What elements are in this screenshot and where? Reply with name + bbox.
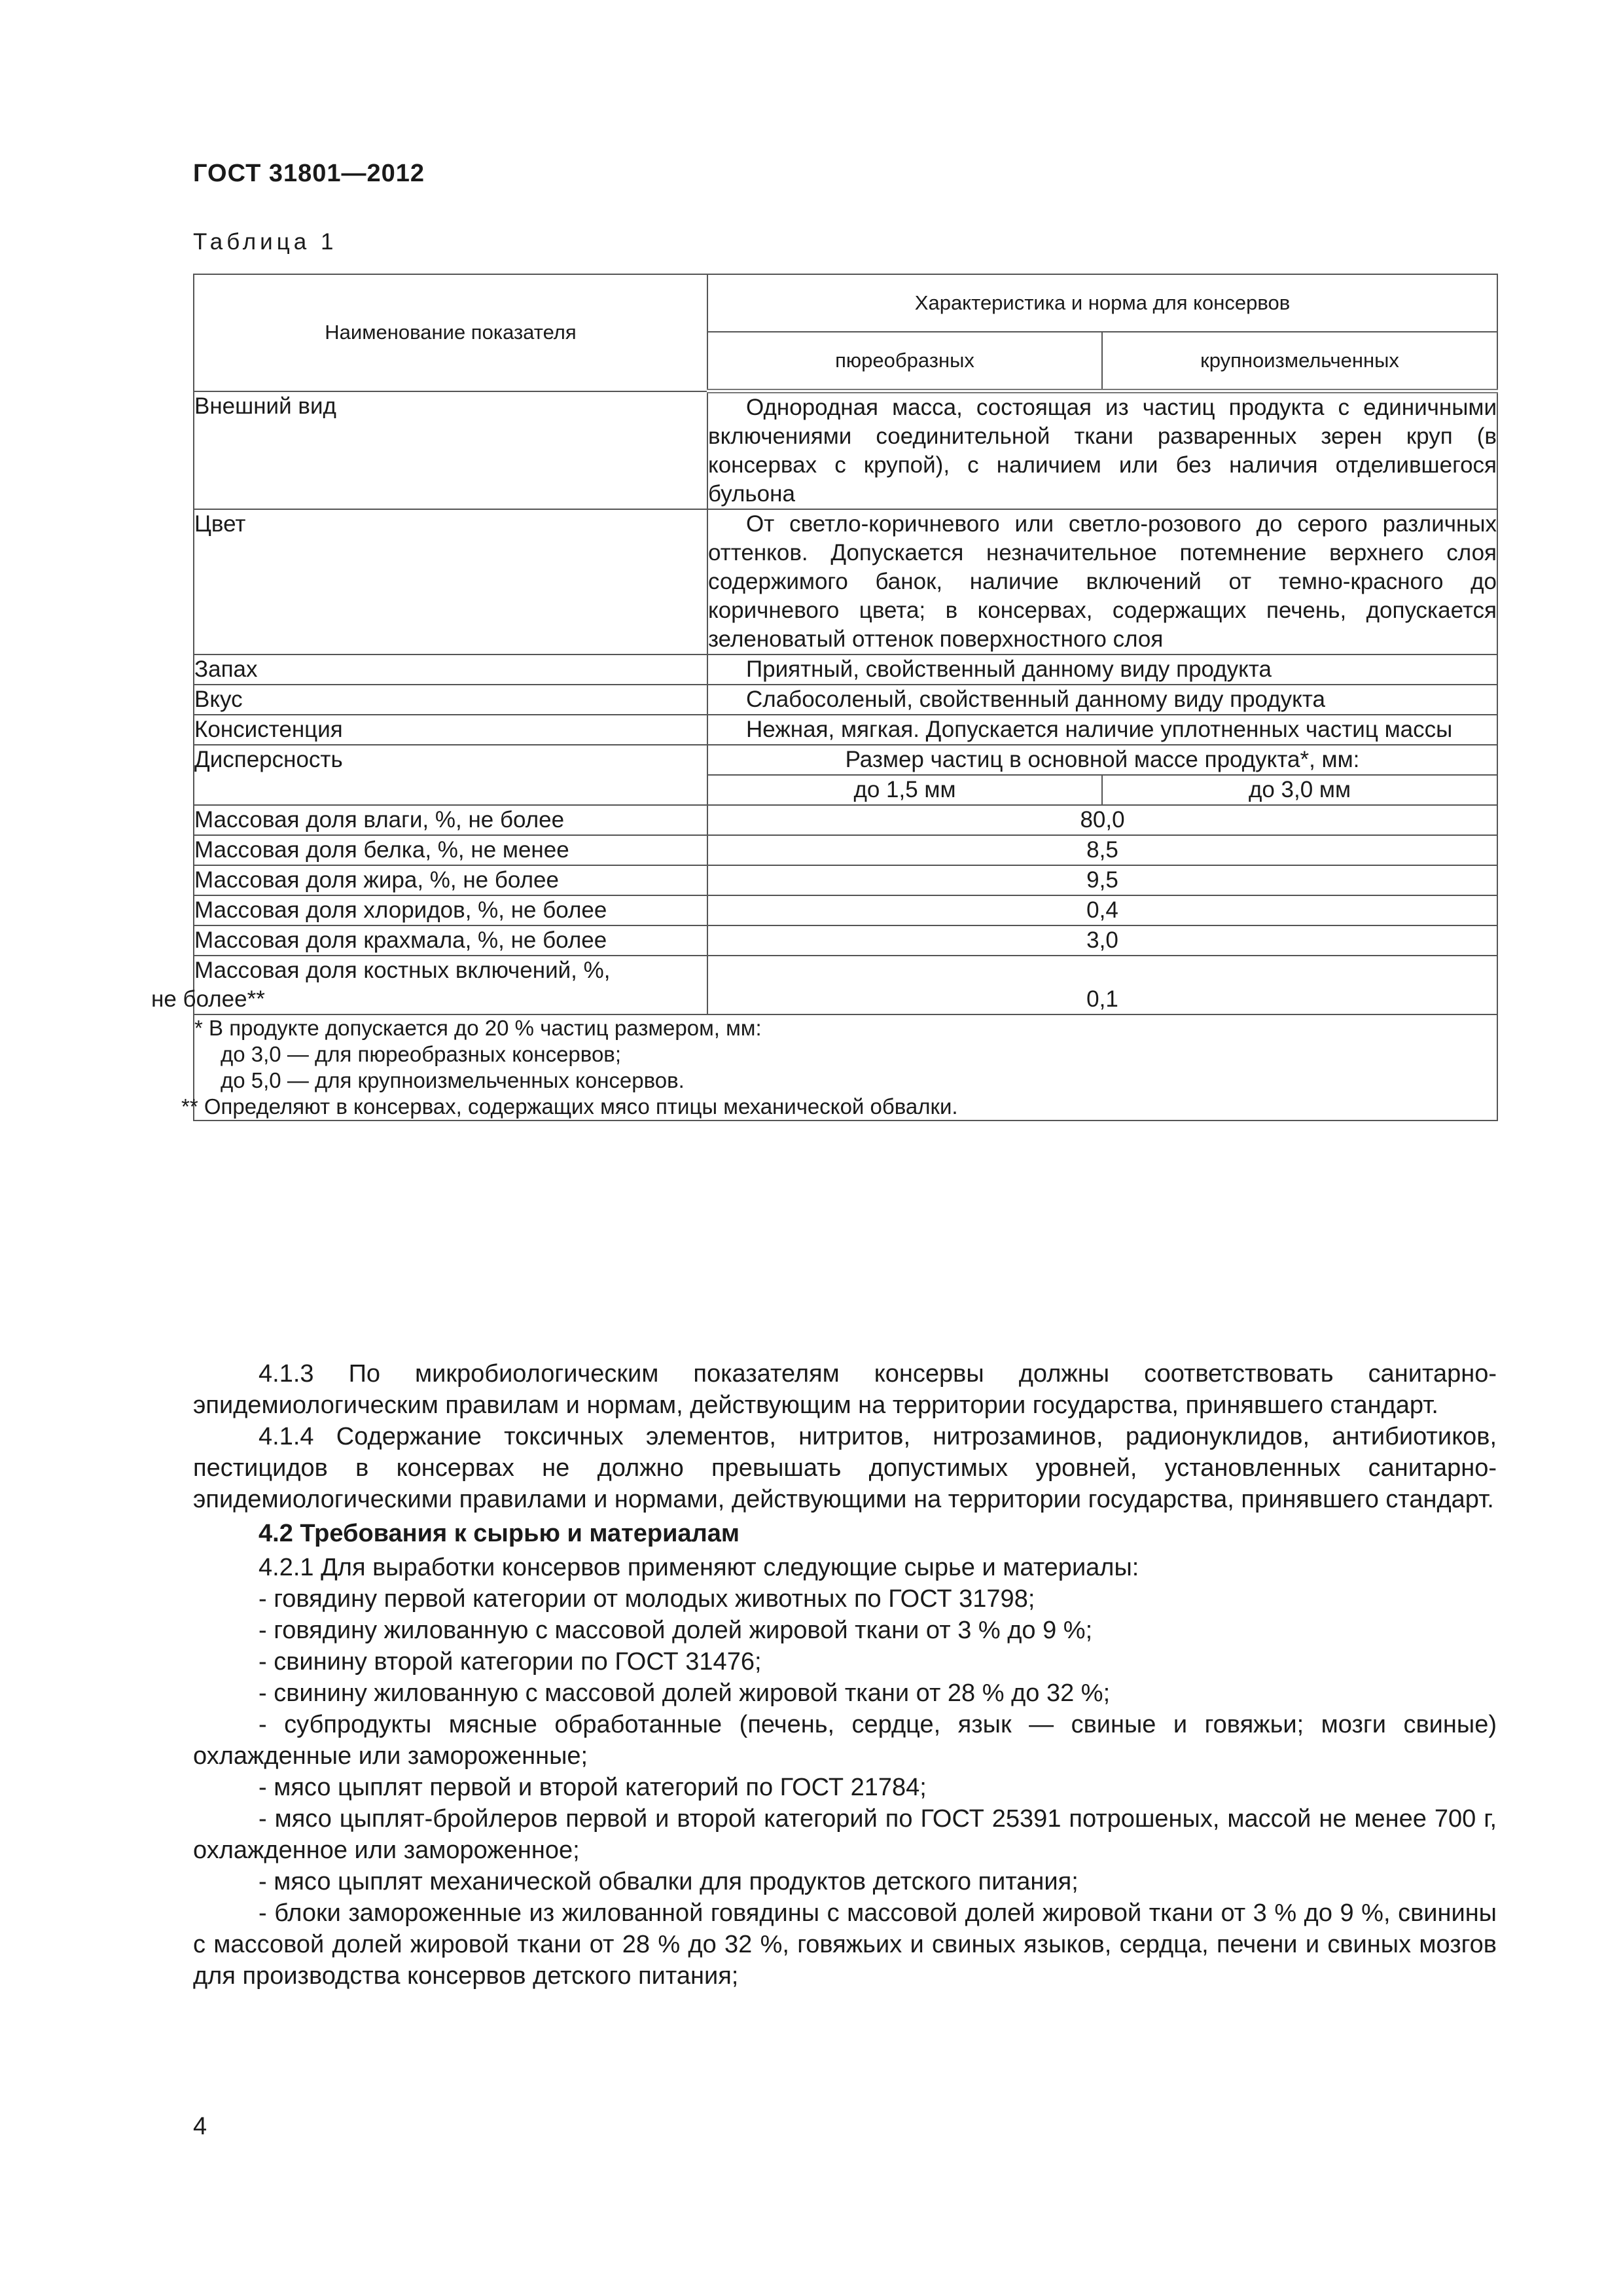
col-header-group: Характеристика и норма для консервов bbox=[707, 274, 1497, 332]
row-value: 0,4 bbox=[707, 895, 1497, 925]
footnote-1: * В продукте допускается до 20 % частиц размером, мм: bbox=[194, 1016, 762, 1040]
row-value: 9,5 bbox=[707, 865, 1497, 895]
table-row bbox=[194, 956, 1497, 1014]
row-name: Массовая доля хлоридов, %, не более bbox=[194, 895, 707, 925]
row-value: 80,0 bbox=[707, 805, 1497, 835]
paragraph-4-1-3: 4.1.3 По микробиологическим показателям консервы должны соответствовать санитарно-эпидемиологическим правилам и нормам, действующим на территории государства, принявшего стандарт. bbox=[193, 1360, 1497, 1419]
section-heading-4-2: 4.2 Требования к сырью и материалам bbox=[259, 1520, 740, 1547]
table-row bbox=[194, 865, 1497, 895]
row-name: Запах bbox=[194, 655, 707, 685]
row-value: Слабосоленый, свойственный данному виду продукта bbox=[707, 685, 1497, 715]
col-header-puree: пюреобразных bbox=[707, 332, 1102, 391]
body-text bbox=[193, 1358, 1497, 1992]
row-name-line1: Массовая доля костных включений, %, bbox=[194, 958, 611, 983]
dispersity-header: Размер частиц в основной массе продукта*, мм: bbox=[707, 745, 1497, 775]
footnote-1a: до 3,0 — для пюреобразных консервов; bbox=[221, 1042, 621, 1066]
page-number: 4 bbox=[193, 2113, 207, 2140]
table-row bbox=[194, 805, 1497, 835]
list-item: - свинину второй категории по ГОСТ 31476; bbox=[259, 1648, 762, 1676]
row-name: Дисперсность bbox=[194, 745, 707, 805]
table-row bbox=[194, 925, 1497, 956]
list-item: - субпродукты мясные обработанные (печень, сердце, язык — свиные и говяжьи; мозги свиные) охлажденные или замороженные; bbox=[193, 1711, 1497, 1770]
dispersity-coarse: до 3,0 мм bbox=[1102, 775, 1497, 805]
list-item: - говядину жилованную с массовой долей жировой ткани от 3 % до 9 %; bbox=[259, 1617, 1093, 1644]
table-row bbox=[194, 391, 1497, 510]
table-row bbox=[194, 895, 1497, 925]
row-name bbox=[151, 956, 707, 1014]
paragraph-4-2-1: 4.2.1 Для выработки консервов применяют следующие сырье и материалы: bbox=[259, 1554, 1139, 1581]
list-item: - свинину жилованную с массовой долей жировой ткани от 28 % до 32 %; bbox=[259, 1679, 1111, 1707]
spec-table bbox=[151, 274, 1498, 1121]
table-row bbox=[194, 745, 1497, 775]
list-item: - говядину первой категории от молодых животных по ГОСТ 31798; bbox=[259, 1585, 1035, 1613]
list-item: - блоки замороженные из жилованной говядины с массовой долей жировой ткани от 3 % до 9 %, свинины с массовой долей жировой ткани от 28 % до 32 %, говяжьих и свиных языков, сердца, печени и свиных мозгов для производства консервов детского питания; bbox=[193, 1899, 1497, 1990]
row-name: Массовая доля белка, %, не менее bbox=[194, 835, 707, 865]
table-row bbox=[194, 835, 1497, 865]
row-value: 8,5 bbox=[707, 835, 1497, 865]
row-name: Массовая доля крахмала, %, не более bbox=[194, 925, 707, 956]
table-caption: Таблица 1 bbox=[193, 229, 338, 255]
row-value: Однородная масса, состоящая из частиц продукта с единичными включениями соединительной ткани разваренных зерен круп (в консервах с крупой), с наличием или без наличия отделившегося бульона bbox=[707, 391, 1497, 510]
table-row bbox=[194, 685, 1497, 715]
row-name: Вкус bbox=[194, 685, 707, 715]
col-header-coarse: крупноизмельченных bbox=[1102, 332, 1497, 391]
row-name-line2: не более** bbox=[151, 986, 265, 1012]
row-value: Нежная, мягкая. Допускается наличие уплотненных частиц массы bbox=[707, 715, 1497, 745]
row-value: 3,0 bbox=[707, 925, 1497, 956]
row-value: Приятный, свойственный данному виду продукта bbox=[707, 655, 1497, 685]
table-row bbox=[194, 509, 1497, 655]
dispersity-puree: до 1,5 мм bbox=[707, 775, 1102, 805]
list-item: - мясо цыплят механической обвалки для продуктов детского питания; bbox=[259, 1868, 1079, 1895]
paragraph-4-1-4: 4.1.4 Содержание токсичных элементов, нитритов, нитрозаминов, радионуклидов, антибиотиков, пестицидов в консервах не должно превышать допустимых уровней, установленных санитарно-эпидемиологическими правилами и нормами, действующими на территории государства, принявшего стандарт. bbox=[193, 1423, 1497, 1513]
row-name: Массовая доля жира, %, не более bbox=[194, 865, 707, 895]
table-footnotes bbox=[194, 1014, 1497, 1121]
row-value: 0,1 bbox=[707, 956, 1497, 1014]
standard-header: ГОСТ 31801—2012 bbox=[193, 160, 425, 187]
table-row bbox=[194, 655, 1497, 685]
footnote-2: ** Определяют в консервах, содержащих мясо птицы механической обвалки. bbox=[181, 1094, 958, 1119]
footnote-1b: до 5,0 — для крупноизмельченных консервов. bbox=[221, 1068, 685, 1092]
table-row bbox=[194, 715, 1497, 745]
row-value: От светло-коричневого или светло-розового до серого различных оттенков. Допускается незначительное потемнение верхнего слоя содержимого банок, наличие включений от темно-красного до коричневого цвета; в консервах, содержащих печень, допускается зеленоватый оттенок поверхностного слоя bbox=[707, 509, 1497, 655]
row-name: Внешний вид bbox=[194, 391, 707, 510]
col-header-name: Наименование показателя bbox=[194, 274, 707, 391]
list-item: - мясо цыплят-бройлеров первой и второй категорий по ГОСТ 25391 потрошеных, массой не менее 700 г, охлажденное или замороженное; bbox=[193, 1805, 1497, 1864]
row-name: Массовая доля влаги, %, не более bbox=[194, 805, 707, 835]
list-item: - мясо цыплят первой и второй категорий по ГОСТ 21784; bbox=[259, 1774, 927, 1801]
row-name: Цвет bbox=[194, 509, 707, 655]
row-name: Консистенция bbox=[194, 715, 707, 745]
